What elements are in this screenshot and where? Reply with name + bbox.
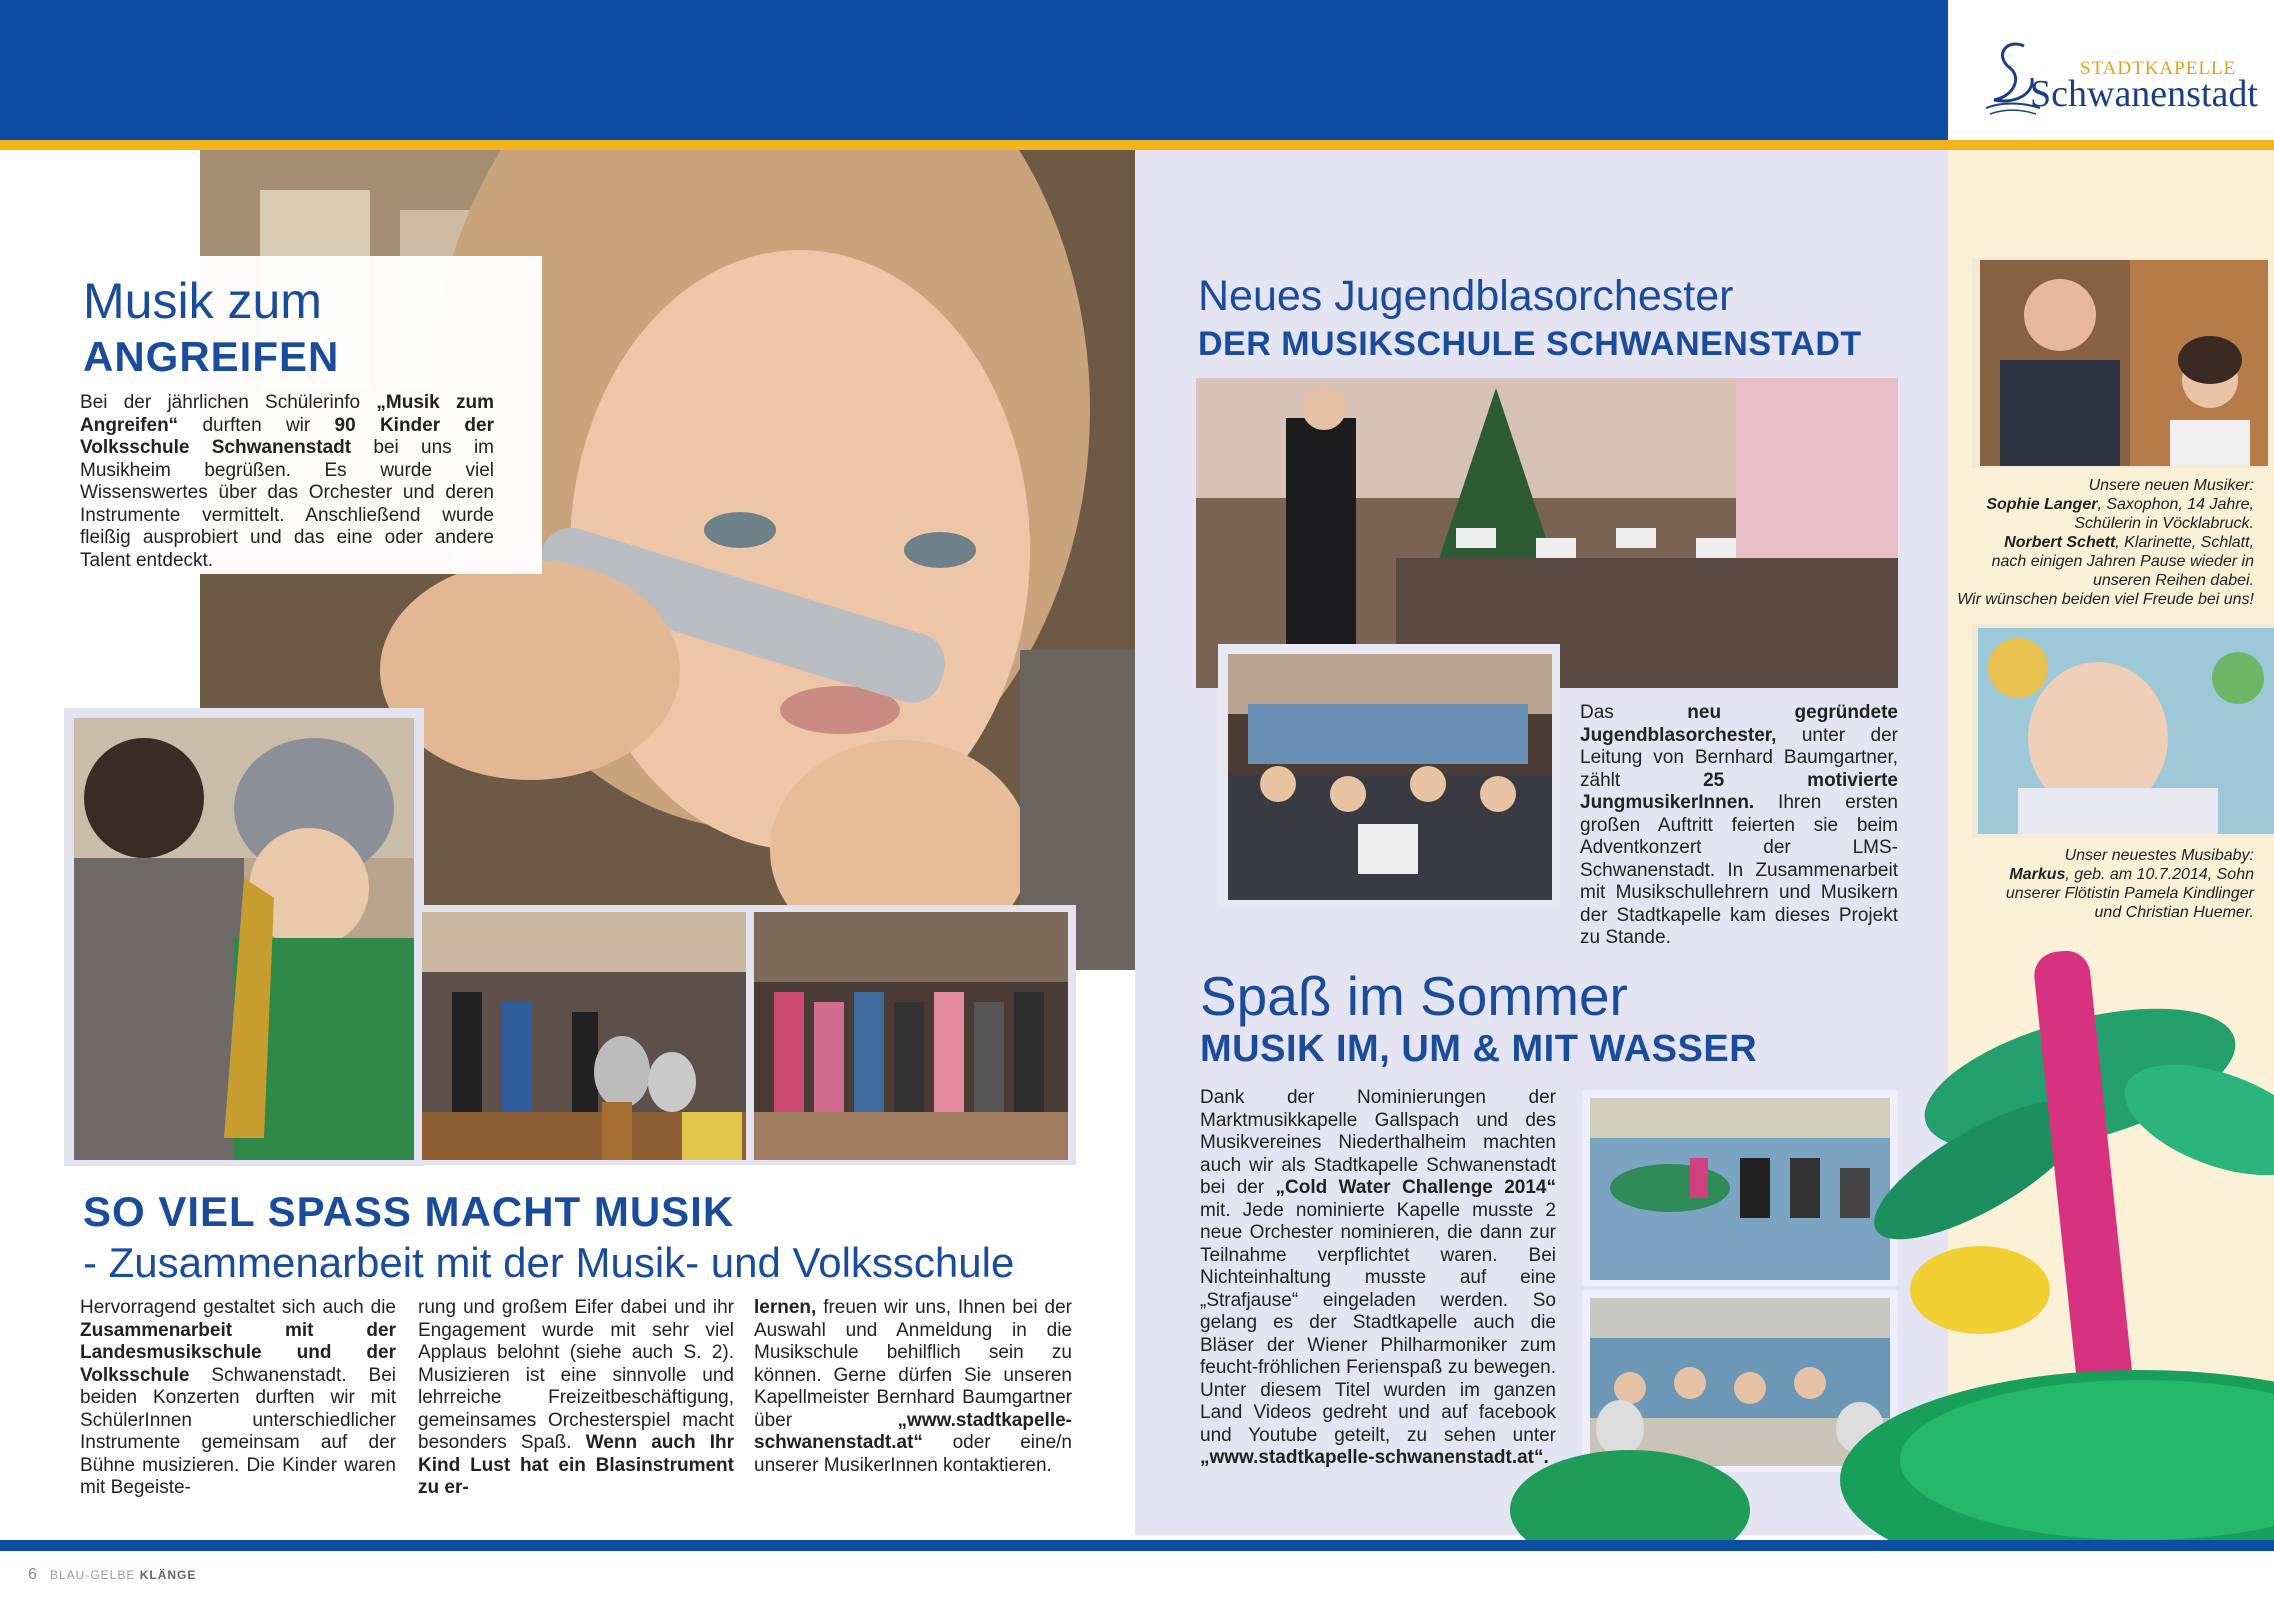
photo-orchestra-rehearsal xyxy=(1228,654,1552,900)
header-gold-stripe xyxy=(0,140,2274,150)
footer-bar xyxy=(0,1540,2274,1551)
inflatable-palm-illustration xyxy=(1460,920,2274,1540)
header-bar xyxy=(0,0,1948,140)
bottom-article-col3: lernen, freuen wir uns, Ihnen bei der Auswahl und Anmeldung in die Musikschule behilflich sein zu können. Gerne dürfen Sie unseren Kapellmeister Bernhard Baumgartner über „www.stadtkapelle-schwanenstadt.at“ oder eine/n unserer MusikerInnen kontaktieren. xyxy=(754,1297,1072,1476)
photo-flute-choir xyxy=(754,912,1068,1160)
bottom-article-col1: Hervorragend gestaltet sich auch die Zusammenarbeit mit der Landesmusikschule und der Volksschule Schwanenstadt. Bei beiden Konzerten durften wir mit SchülerInnen unterschiedlicher Instrumente gemeinsam auf der Bühne musizieren. Die Kinder waren mit Begeiste- xyxy=(80,1297,396,1498)
article-intro-body: Bei der jährlichen Schülerinfo „Musik zum Angreifen“ durften wir 90 Kinder der Volksschule Schwanenstadt bei uns im Musikheim begrüßen. Es wurde viel Wissenswertes über das Orchester und deren Instrumente vermittelt. Anschließend wurde fleißig ausprobiert und das eine oder andere Talent entdeckt. xyxy=(80,392,495,571)
article-title-thin: Musik zum xyxy=(83,273,322,329)
magazine-name-suffix: KLÄNGE xyxy=(139,1568,197,1582)
logo-bottom-text: Schwanenstadt xyxy=(2030,73,2258,115)
new-musicians-caption: Unsere neuen Musiker: Sophie Langer, Saxophon, 14 Jahre, Schülerin in Vöcklabruck. Norbert Schett, Klarinette, Schlatt, nach einigen Jahren Pause wieder in unseren Reihen dabei. Wir wünschen beiden viel Freude bei uns! xyxy=(1957,477,2254,608)
summer-title-bold: MUSIK IM, UM & MIT WASSER xyxy=(1200,1028,1758,1070)
summer-body: Dank der Nominierungen der Marktmusikkapelle Gallspach und des Musikvereines Niederthalheim machten auch wir als Stadtkapelle Schwanenstadt bei der „Cold Water Challenge 2014“ mit. Jede nominierte Kapelle musste 2 neue Orchester nominieren, die dann zur Teilnahme verpflichtet waren. Bei Nichteinhaltung musste auf eine „Strafjause“ eingeladen werden. So gelang es der Stadtkapelle auch die Bläser der Wiener Philharmoniker zum feucht-fröhlichen Ferienspaß zu bewegen. Unter diesem Titel wurden im ganzen Land Videos gedreht und auf facebook und Youtube geteilt, zu sehen unter „www.stadtkapelle-schwanenstadt.at“. xyxy=(1200,1087,1556,1468)
orchestra-body: Das neu gegründete Jugendblasorchester, unter der Leitung von Bernhard Baumgartner, zählt 25 motivierte JungmusikerInnen. Ihren ersten großen Auftritt feierten sie beim Adventkonzert der LMS-Schwanenstadt. In Zusammenarbeit mit Musikschullehrern und Musikern der Stadtkapelle kam dieses Projekt zu Stande. xyxy=(1580,702,1898,948)
summer-title-thin: Spaß im Sommer xyxy=(1200,965,1628,1027)
photo-orchestra-christmas xyxy=(1196,378,1898,688)
page-number: 6 xyxy=(28,1566,37,1583)
bottom-article-col2: rung und großem Eifer dabei und ihr Engagement wurde mit sehr viel Applaus belohnt (siehe auch S. 2). Musizieren ist eine sinnvolle und lehrreiche Freizeitbeschäftigung, gemeinsames Orchesterspiel macht besonders Spaß. Wenn auch Ihr Kind Lust hat ein Blasinstrument zu er- xyxy=(418,1297,734,1498)
magazine-name-prefix: BLAU-GELBE xyxy=(50,1568,136,1582)
orchestra-title-bold: DER MUSIKSCHULE SCHWANENSTADT xyxy=(1198,325,1862,363)
bottom-article-subtitle: - Zusammenarbeit mit der Musik- und Volksschule xyxy=(83,1239,1015,1286)
baby-caption: Unser neuestes Musibaby: Markus, geb. am 10.7.2014, Sohn unserer Flötistin Pamela Kindlinger und Christian Huemer. xyxy=(2005,847,2254,921)
orchestra-title-thin: Neues Jugendblasorchester xyxy=(1198,272,1734,320)
logo-top-text: STADTKAPELLE xyxy=(2080,58,2237,79)
photo-drum-group xyxy=(422,912,746,1160)
photo-boy-saxophone xyxy=(74,718,414,1160)
photo-baby xyxy=(1978,628,2274,834)
photo-new-musicians xyxy=(1980,260,2268,466)
article-title-bold: ANGREIFEN xyxy=(83,333,340,380)
magazine-name xyxy=(50,1568,196,1582)
bottom-article-title: SO VIEL SPASS MACHT MUSIK xyxy=(83,1188,735,1235)
